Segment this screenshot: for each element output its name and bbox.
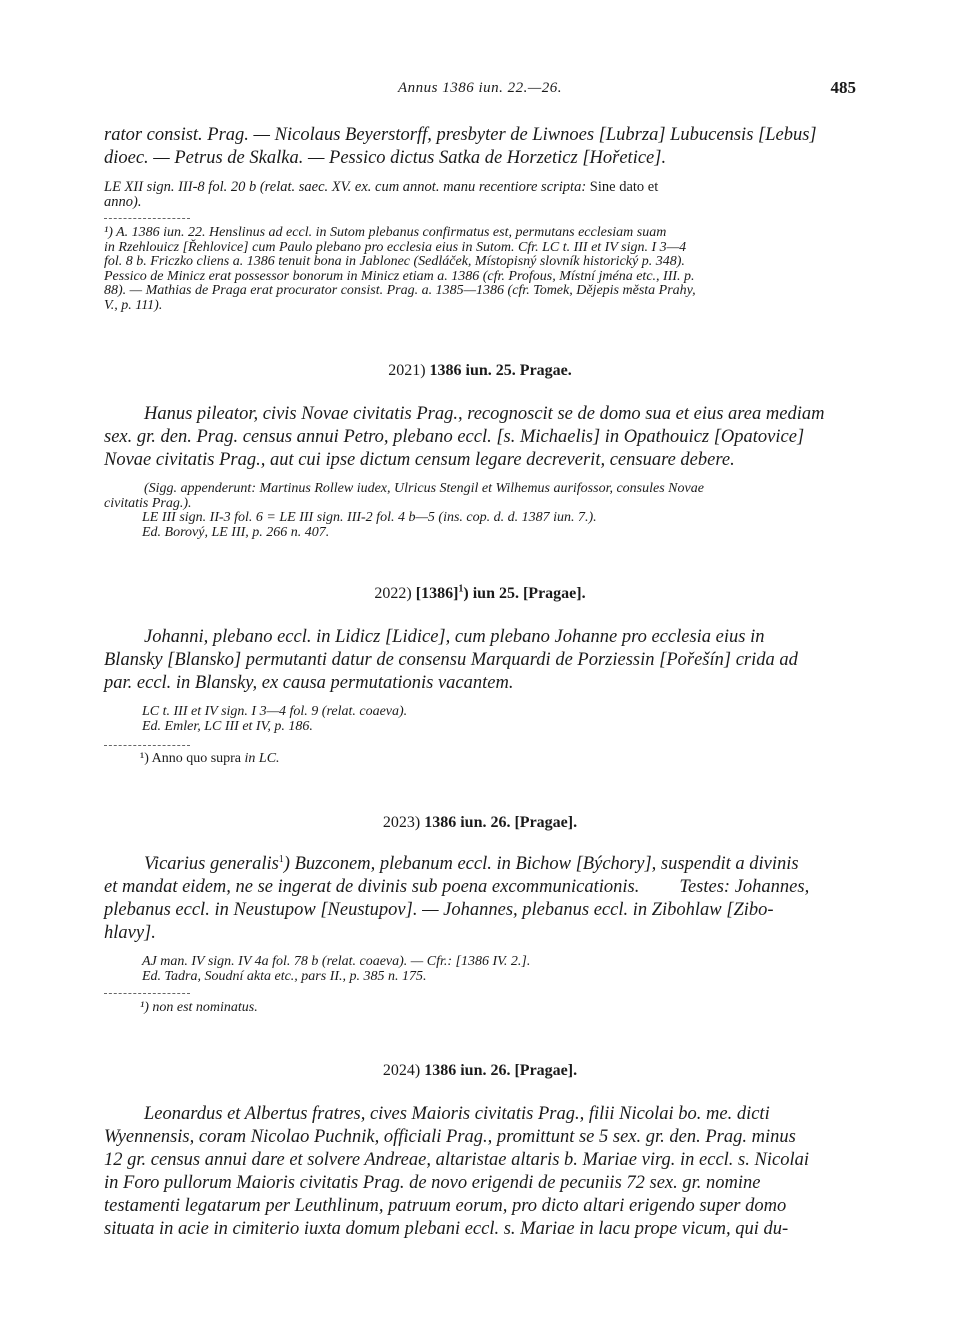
text-line: rator consist. Prag. — Nicolaus Beyerstorff, presbyter de Liwnoes [Lubrza] Lubucensis [Lebus] [104, 125, 817, 145]
entry-text-2021 [104, 403, 856, 472]
entry-text-2023 [104, 853, 856, 945]
entry-heading-2023 [0, 814, 960, 832]
text-line: testamenti legatarum per Leuthlinum, patruum eorum, pro dicto altari erigendo super domo [104, 1196, 787, 1216]
footnote-marker: 1 [278, 853, 284, 865]
entry-date: 1386 iun. 26. [Pragae]. [424, 814, 578, 831]
footnote-line: fol. 8 b. Friczko cliens a. 1386 tenuit bona in Jablonec (Sedláček, Místopisný slovník historický p. 348). [104, 254, 685, 269]
source-line: anno). [104, 193, 142, 210]
text-line: Hanus pileator, civis Novae civitatis Prag., recognoscit se de domo sua et eius area mediam [144, 404, 825, 424]
footnote-line: ¹) A. 1386 iun. 22. Henslinus ad eccl. in Sutom plebanus confirmatus est, permutans ecclesiam suam [104, 225, 667, 240]
source-note-2022 [104, 705, 860, 734]
text-line: par. eccl. in Blansky, ex causa permutationis vacantem. [104, 673, 514, 693]
source-note [104, 180, 860, 209]
text-line: situata in acie in cimiterio iuxta domum plebani eccl. s. Mariae in lacu prope vicum, qui du- [104, 1219, 789, 1239]
footnote-line: V., p. 111). [104, 297, 163, 313]
source-line: AJ man. IV sign. IV 4a fol. 78 b (relat. coaeva). — Cfr.: [1386 IV. 2.]. [142, 954, 531, 969]
footnote-rule [104, 993, 190, 994]
footnote [104, 752, 896, 767]
entry-text-2024 [104, 1103, 856, 1241]
source-line: LE XII sign. III-8 fol. 20 b (relat. saec. XV. ex. cum annot. manu recentiore scripta: Sine dato et [104, 179, 659, 195]
continuation-paragraph [104, 124, 856, 170]
footnote-marker: 1 [458, 583, 464, 595]
source-note-2023 [104, 955, 860, 984]
text-line: hlavy]. [104, 923, 156, 943]
footnote-line: 88). — Mathias de Praga erat procurator consist. Prag. a. 1385—1386 (cfr. Tomek, Dějepis města Prahy, [104, 283, 696, 298]
footnote-rule [104, 745, 190, 746]
text-line: Wyennensis, coram Nicolao Puchnik, officiali Prag., promittunt se 5 sex. gr. den. Prag. minus [104, 1127, 796, 1147]
footnote-rule [104, 218, 190, 219]
roman-text: Sine dato et [589, 179, 659, 195]
text-line: 12 gr. census annui dare et solvere Andreae, altaristae altaris b. Mariae virg. in eccl. s. Nicolai [104, 1150, 809, 1170]
source-line: Ed. Emler, LC III et IV, p. 186. [142, 718, 313, 734]
footnote-line: in Rzehlouicz [Řehlovice] cum Paulo plebano pro ecclesia eius in Sutom. Cfr. LC t. III et IV sign. I 3—4 [104, 239, 687, 255]
text-line: dioec. — Petrus de Skalka. — Pessico dictus Satka de Horzeticz [Hořetice]. [104, 148, 667, 168]
text-line: sex. gr. den. Prag. census annui Petro, plebano eccl. [s. Michaelis] in Opathouicz [Opatovice] [104, 427, 805, 447]
entry-number: 2021) [388, 362, 426, 379]
text-line: plebanus eccl. in Neustupow [Neustupov]. — Johannes, plebanus eccl. in Zibohlaw [Zibo- [104, 900, 774, 920]
footnote-line: ¹) non est nominatus. [140, 1000, 258, 1015]
entry-date: [1386] [415, 585, 459, 602]
source-note-2021 [104, 482, 860, 540]
source-line: civitatis Prag.). [104, 495, 192, 511]
running-title: Annus 1386 iun. 22.—26. [397, 80, 562, 96]
entry-number: 2022) [374, 585, 412, 602]
text-line: in Foro pullorum Maioris civitatis Prag. de novo erigendi de pecuniis 72 sex. gr. nomine [104, 1173, 761, 1193]
footnote [104, 1001, 896, 1016]
text-line: Novae civitatis Prag., aut cui ipse dictum censum legare decreverit, censuare debere. [104, 450, 735, 470]
entry-text-2022 [104, 626, 856, 695]
footnote-line: ¹) Anno quo supra in LC. [140, 751, 280, 766]
entry-date: ) iun 25. [Pragae]. [463, 585, 586, 602]
source-line: LC t. III et IV sign. I 3—4 fol. 9 (relat. coaeva). [142, 704, 408, 719]
entry-date: 1386 iun. 25. Pragae. [429, 362, 572, 379]
footnote-line: Pessico de Minicz erat possessor bonorum in Minicz etiam a. 1386 (cfr. Profous, Místní jména etc., III. p. [104, 268, 695, 284]
source-line: LE III sign. II-3 fol. 6 = LE III sign. III-2 fol. 4 b—5 (ins. cop. d. d. 1387 iun. 7.). [142, 510, 597, 525]
text-line: et mandat eidem, ne se ingerat de divinis sub poena excommunicationis. Testes: Johannes, [104, 877, 810, 897]
text-line: Leonardus et Albertus fratres, cives Maioris civitatis Prag., filii Nicolai bo. me. dicti [144, 1104, 770, 1124]
entry-heading-2022 [0, 585, 960, 603]
entry-heading-2024 [0, 1062, 960, 1080]
source-line: Ed. Tadra, Soudní akta etc., pars II., p. 385 n. 175. [142, 968, 427, 984]
text-line: Johanni, plebano eccl. in Lidicz [Lidice], cum plebano Johanne pro ecclesia eius in [144, 627, 765, 647]
entry-heading-2021 [0, 362, 960, 380]
text-line: Vicarius generalis$^1$) Buzconem, plebanum eccl. in Bichow [Býchory], suspendit a divinis [144, 853, 799, 874]
footnote [104, 226, 860, 313]
entry-number: 2023) [382, 814, 421, 831]
page-number: 485 [830, 78, 856, 97]
source-line: (Sigg. appenderunt: Martinus Rollew iudex, Ulricus Stengil et Wilhemus aurifossor, consules Novae [144, 481, 704, 496]
entry-date: 1386 iun. 26. [Pragae]. [424, 1062, 578, 1079]
source-line: Ed. Borový, LE III, p. 266 n. 407. [142, 524, 330, 540]
text-line: Blansky [Blansko] permutanti datur de consensu Marquardi de Porziessin [Pořešín] crida ad [104, 650, 798, 670]
entry-number: 2024) [382, 1062, 421, 1079]
